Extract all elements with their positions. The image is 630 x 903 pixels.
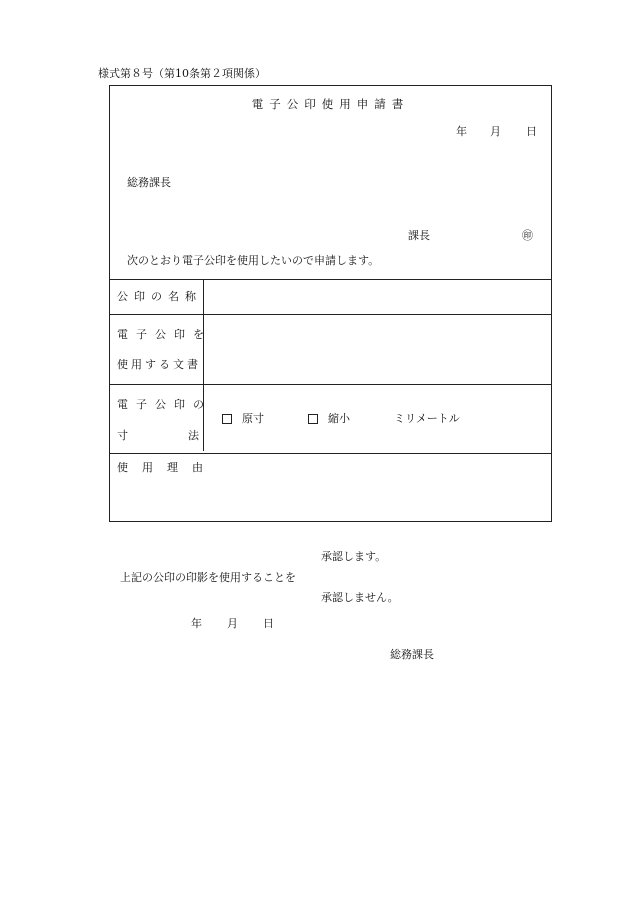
- approval-month-label: 月: [227, 617, 238, 630]
- addressee: 総務課長: [127, 176, 171, 189]
- reduced-size-checkbox[interactable]: [308, 414, 318, 424]
- reason-label: 使用理由: [117, 461, 217, 474]
- disapprove-text: 承認しません。: [321, 591, 399, 604]
- document-label-line2: 使用する文書: [117, 358, 201, 371]
- dimension-label-line1: 電子公印の: [117, 398, 212, 411]
- millimeter-unit: ミリメートル: [394, 412, 460, 425]
- divider: [110, 384, 551, 385]
- approval-day-label: 日: [263, 617, 274, 630]
- document-label-line1: 電子公印を: [117, 328, 212, 341]
- form-title: 電子公印使用申請書: [251, 97, 410, 111]
- divider: [110, 314, 551, 315]
- approver-title: 総務課長: [390, 648, 434, 661]
- dimension-options: [222, 413, 460, 424]
- seal-mark-icon: ㊞: [522, 229, 533, 242]
- divider: [110, 453, 551, 454]
- form-number: 様式第８号（第10条第２項関係）: [98, 67, 266, 80]
- original-size-checkbox[interactable]: [222, 414, 232, 424]
- approve-text: 承認します。: [321, 550, 387, 563]
- application-form-frame: [109, 85, 552, 522]
- approval-object-sentence: 上記の公印の印影を使用することを: [120, 571, 296, 584]
- dimension-label-a: 寸: [117, 429, 128, 442]
- seal-name-label: 公印の名称: [117, 290, 202, 303]
- dimension-label-line2: [117, 430, 199, 441]
- applicant-title: 課長: [408, 229, 430, 242]
- request-sentence: 次のとおり電子公印を使用したいので申請します。: [127, 254, 380, 267]
- date-month-label: 月: [490, 125, 501, 138]
- divider: [110, 279, 551, 280]
- reduced-size-label: 縮小: [328, 412, 350, 425]
- original-size-label: 原寸: [242, 412, 264, 425]
- date-day-label: 日: [526, 125, 537, 138]
- dimension-label-b: 法: [188, 429, 199, 442]
- approval-year-label: 年: [191, 617, 202, 630]
- label-column-divider: [203, 279, 204, 451]
- date-year-label: 年: [456, 125, 467, 138]
